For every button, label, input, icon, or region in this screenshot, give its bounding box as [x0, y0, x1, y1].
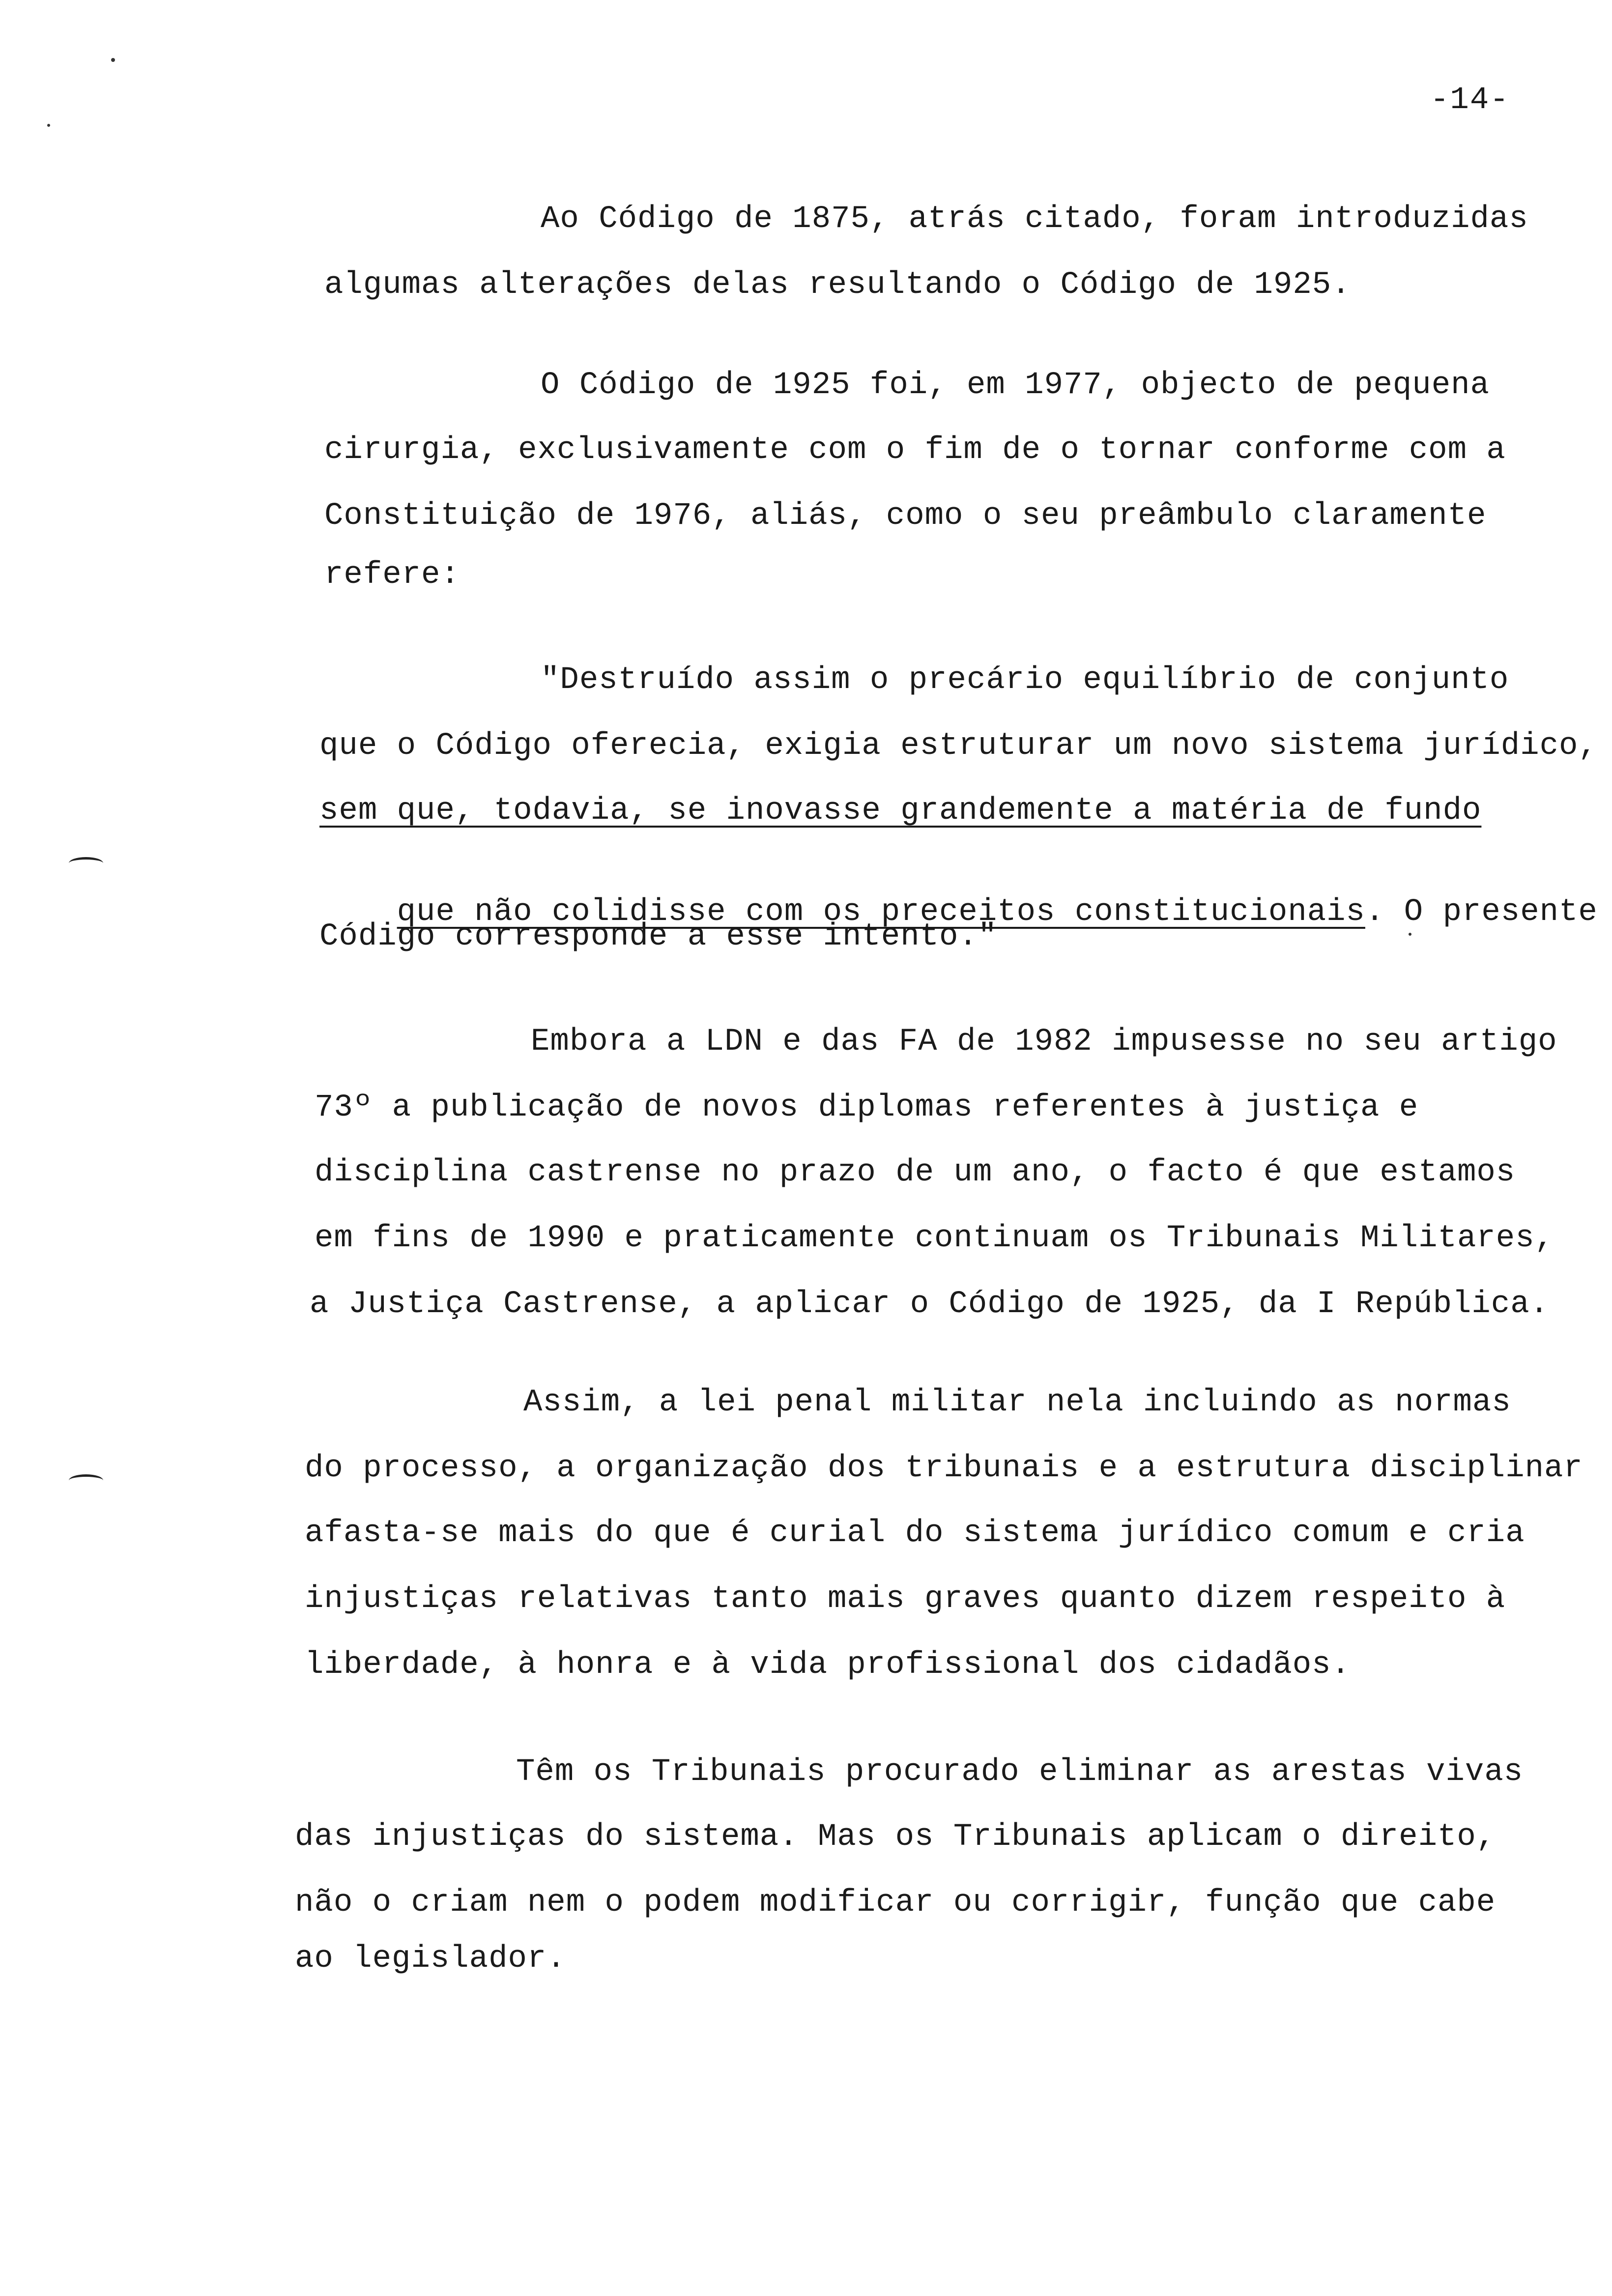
paragraph-4-line-1: Assim, a lei penal militar nela incluindo as normas: [523, 1385, 1511, 1420]
paragraph-1-line-2: algumas alterações delas resultando o Código de 1925.: [324, 267, 1351, 303]
paragraph-2-line-4: refere:: [324, 557, 460, 593]
paragraph-4-line-4: injustiças relativas tanto mais graves quanto dizem respeito à: [305, 1581, 1506, 1617]
paragraph-1-line-1: Ao Código de 1875, atrás citado, foram introduzidas: [541, 201, 1528, 237]
paragraph-3-line-1: Embora a LDN e das FA de 1982 impusesse no seu artigo: [531, 1024, 1557, 1060]
scan-speck: [111, 58, 115, 62]
binder-hole-mark: [69, 1474, 103, 1487]
quote-line-3-underlined: sem que, todavia, se inovasse grandemente a matéria de fundo: [319, 793, 1482, 829]
quote-line-1: "Destruído assim o precário equilíbrio de conjunto: [541, 662, 1509, 698]
paragraph-3-line-3: disciplina castrense no prazo de um ano, o facto é que estamos: [315, 1155, 1516, 1190]
paragraph-5-line-2: das injustiças do sistema. Mas os Tribunais aplicam o direito,: [295, 1819, 1496, 1855]
paragraph-2-line-2: cirurgia, exclusivamente com o fim de o tornar conforme com a: [324, 432, 1506, 468]
scan-speck: [47, 124, 50, 127]
paragraph-5-line-3: não o criam nem o podem modificar ou corrigir, função que cabe: [295, 1885, 1496, 1921]
paragraph-5-line-1: Têm os Tribunais procurado eliminar as arestas vivas: [516, 1754, 1524, 1790]
quote-line-4-tail: . O presente: [1365, 894, 1598, 930]
paragraph-2-line-1: O Código de 1925 foi, em 1977, objecto de pequena: [541, 368, 1490, 403]
page-number: -14-: [1430, 83, 1510, 118]
quote-line-4-underlined: que não colidisse com os preceitos constitucionais: [397, 894, 1365, 930]
paragraph-4-line-5: liberdade, à honra e à vida profissional dos cidadãos.: [305, 1647, 1351, 1683]
paragraph-2-line-3: Constituição de 1976, aliás, como o seu preâmbulo claramente: [324, 498, 1487, 534]
paragraph-4-line-2: do processo, a organização dos tribunais e a estrutura disciplinar: [305, 1451, 1583, 1486]
binder-hole-mark: [69, 857, 103, 869]
quote-line-2: que o Código oferecia, exigia estruturar um novo sistema jurídico,: [319, 728, 1598, 764]
paragraph-3-line-2: 73º a publicação de novos diplomas referentes à justiça e: [315, 1090, 1419, 1125]
paragraph-5-line-4: ao legislador.: [295, 1941, 566, 1977]
paragraph-4-line-3: afasta-se mais do que é curial do sistema jurídico comum e cria: [305, 1516, 1525, 1551]
quote-line-5: Código corresponde a esse intento.": [319, 919, 998, 954]
paragraph-3-line-4: em fins de 1990 e praticamente continuam os Tribunais Militares,: [315, 1221, 1554, 1256]
paragraph-3-line-5: a Justiça Castrense, a aplicar o Código de 1925, da I República.: [310, 1287, 1549, 1322]
